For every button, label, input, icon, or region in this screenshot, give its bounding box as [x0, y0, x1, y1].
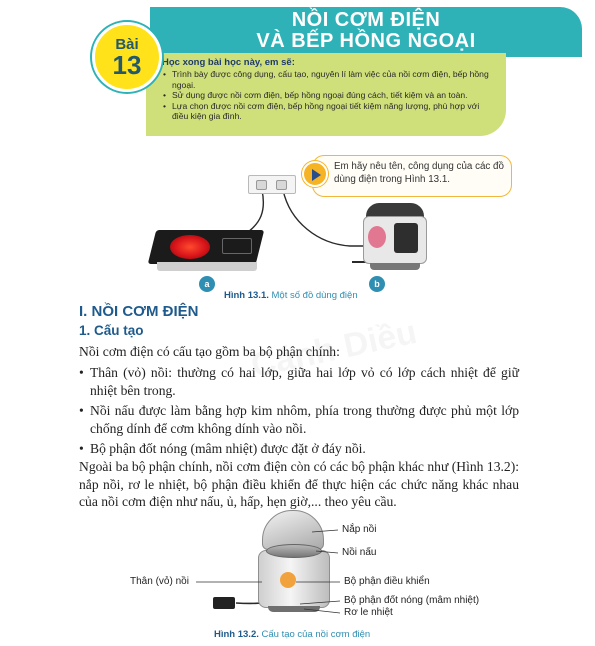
label-relay: Rơ le nhiệt: [344, 607, 393, 618]
learning-goals-box: [146, 53, 506, 136]
label-lid: Nắp nồi: [342, 524, 377, 535]
socket-outlet-icon: [256, 180, 267, 190]
figure-marker-a: a: [199, 276, 215, 292]
cooktop-burner: [170, 235, 210, 259]
learning-goal-item: • Sử dụng được nồi cơm điện, bếp hồng ngoại đúng cách, tiết kiệm và an toàn.: [162, 90, 496, 101]
learning-goals-list: [162, 69, 496, 122]
socket-outlet-icon: [276, 180, 287, 190]
lesson-number-badge: [92, 22, 162, 92]
cooktop-control-panel: [222, 238, 252, 254]
figure2-caption: [214, 629, 370, 640]
label-body: Thân (vỏ) nồi: [130, 576, 189, 587]
label-control: Bộ phận điều khiển: [344, 576, 430, 587]
play-icon: [302, 161, 328, 187]
lesson-number: 13: [112, 49, 142, 80]
label-inner-pot: Nồi nấu: [342, 547, 377, 558]
sub-heading: 1. Cấu tạo: [79, 323, 144, 338]
list-item: • Bộ phận đốt nóng (mâm nhiệt) được đặt ở đáy nồi.: [79, 440, 519, 458]
list-item: • Thân (vỏ) nồi: thường có hai lớp, giữa hai lớp vỏ có lớp cách nhiệt để giữ nhiệt bên trong.: [79, 364, 519, 399]
learning-goals-heading: Học xong bài học này, em sẽ:: [162, 57, 295, 68]
infrared-cooktop-image: [152, 230, 260, 272]
figure-marker-b: b: [369, 276, 385, 292]
other-parts-paragraph: Ngoài ba bộ phận chính, nồi cơm điện còn có các bộ phận khác như (Hình 13.2): nắp nồi, rơ le nhiệt, bộ phận điều khiển để thực hiện các chức năng khác nhau của nồi cơm điện như nấu, ủ, hấp, hẹn giờ,... theo yêu cầu.: [79, 459, 519, 509]
intro-paragraph: Nồi cơm điện có cấu tạo gồm ba bộ phận chính:: [79, 344, 340, 359]
label-heater: Bộ phận đốt nóng (mâm nhiệt): [344, 595, 480, 606]
power-plug-icon: [213, 597, 235, 609]
lesson-title: [150, 10, 582, 52]
list-item: • Nồi nấu được làm bằng hợp kim nhôm, phía trong thường được phủ một lớp chống dính để cơm không dính vào nồi.: [79, 402, 519, 437]
cooker-base-shape: [268, 606, 320, 612]
wall-socket: [248, 175, 296, 194]
learning-goal-item: • Trình bày được công dụng, cấu tạo, nguyên lí làm việc của nồi cơm điện, bếp hồng ngoại.: [162, 69, 496, 90]
section-heading: I. NỒI CƠM ĐIỆN: [79, 303, 199, 320]
main-parts-list: [79, 364, 519, 461]
cooker-inner-pot-shape: [266, 544, 322, 558]
rice-cooker-diagram: [254, 510, 332, 614]
question-prompt-text: Em hãy nêu tên, công dụng của các đồ dùng điện trong Hình 13.1.: [334, 161, 504, 185]
lesson-title-line1: NỒI CƠM ĐIỆN: [291, 9, 441, 31]
rice-cooker-image: [362, 203, 428, 271]
lesson-word: Bài: [115, 35, 139, 53]
lesson-title-line2: VÀ BẾP HỒNG NGOẠI: [256, 30, 476, 52]
learning-goal-item: • Lựa chọn được nồi cơm điện, bếp hồng ngoại tiết kiệm năng lượng, phù hợp với điều kiện gia đình.: [162, 101, 496, 122]
figure2-caption-label: Hình 13.2.: [214, 629, 259, 640]
figure2-caption-text: Cấu tạo của nồi cơm điện: [258, 629, 371, 640]
figure1-caption-text: Một số đồ dùng điện: [268, 290, 358, 301]
cooker-decor-flower: [368, 226, 386, 248]
figure1-caption-label: Hình 13.1.: [224, 290, 269, 301]
figure1-caption: [224, 290, 358, 301]
cooker-control-shape: [280, 572, 296, 588]
cooker-control-panel: [394, 223, 418, 253]
